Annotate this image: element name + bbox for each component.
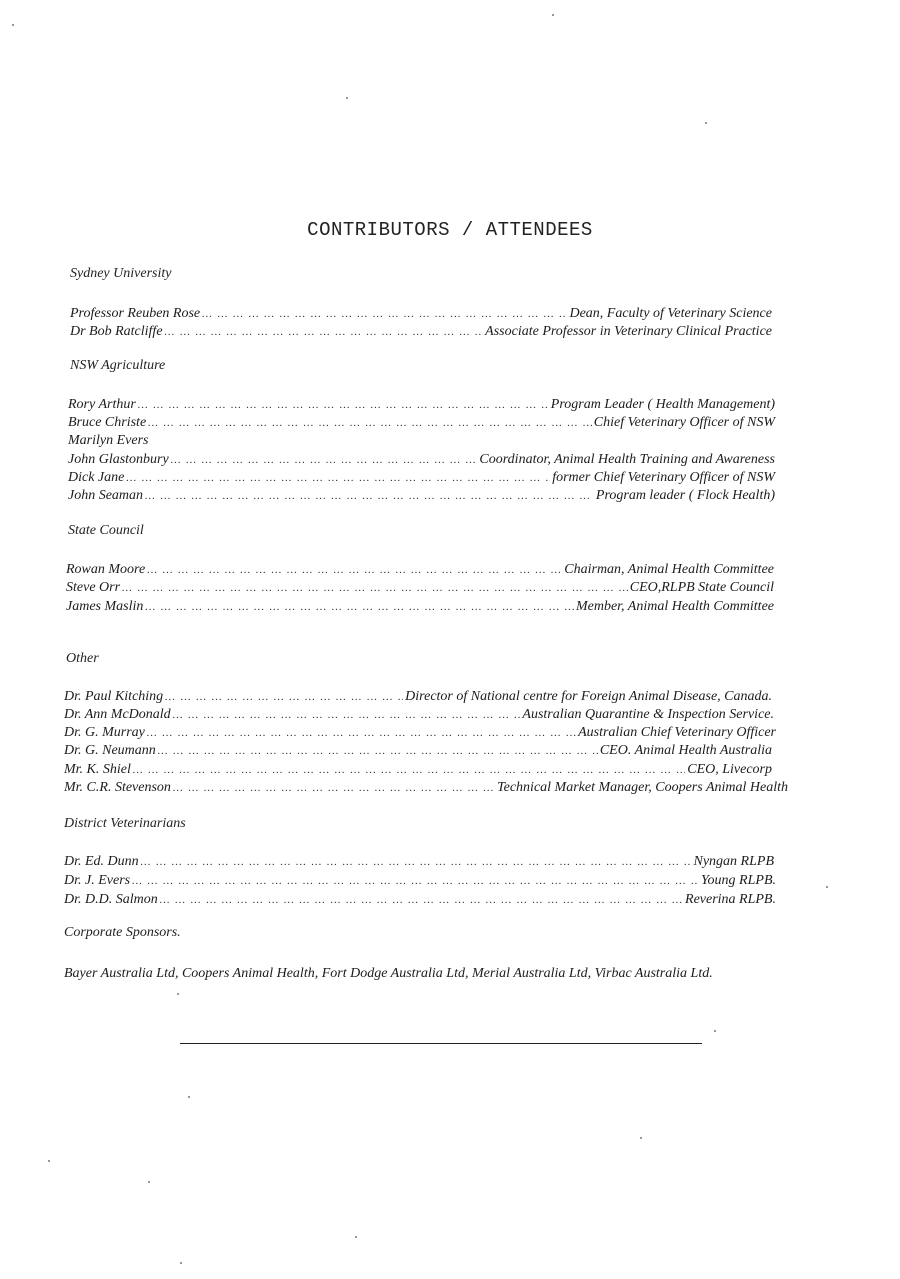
scan-speck: [714, 1030, 716, 1032]
entry-role: Chairman, Animal Health Committee: [564, 562, 774, 577]
scan-speck: [705, 122, 707, 124]
entry-row: [64, 779, 788, 797]
page-title: CONTRIBUTORS / ATTENDEES: [307, 219, 593, 241]
scan-speck: [148, 1181, 150, 1183]
section-heading-corporate-sponsors: Corporate Sponsors.: [64, 925, 181, 940]
dot-leader: [122, 579, 628, 597]
entry-row: [68, 396, 775, 414]
scan-speck: [552, 14, 554, 16]
section-heading-state-council: State Council: [68, 523, 144, 538]
entry-name: Rory Arthur: [68, 397, 136, 412]
dot-leader: [165, 323, 484, 341]
entry-row: [68, 414, 775, 432]
entry-role: Program Leader ( Health Management): [550, 397, 775, 412]
entry-name: Marilyn Evers: [68, 433, 149, 448]
entry-row: [68, 451, 775, 469]
dot-leader: [173, 706, 521, 724]
entry-role: Young RLPB.: [701, 873, 776, 888]
sponsors-list: Bayer Australia Ltd, Coopers Animal Health, Fort Dodge Australia Ltd, Merial Australia Ltd, Virbac Australia Ltd.: [64, 966, 713, 981]
entry-name: Dr. Paul Kitching: [64, 689, 164, 704]
entry-name: John Glastonbury: [68, 452, 169, 467]
entry-name: Dr. G. Murray: [64, 725, 145, 740]
section-heading-sydney-university: Sydney University: [70, 266, 172, 281]
entry-row: [64, 724, 776, 742]
entry-name: Dr. J. Evers: [64, 873, 131, 888]
entry-name: James Maslin: [66, 599, 144, 614]
entry-name: Mr. C.R. Stevenson: [64, 780, 171, 795]
scan-speck: [48, 1160, 50, 1162]
scan-speck: [12, 24, 14, 26]
entry-name: Dr. D.D. Salmon: [64, 892, 158, 907]
entry-row: [68, 469, 775, 487]
entry-name: Dr. Ann McDonald: [64, 707, 171, 722]
dot-leader: [145, 598, 574, 616]
dot-leader: [141, 853, 692, 871]
entry-name: Dr Bob Ratcliffe: [70, 324, 163, 339]
scan-speck: [826, 886, 828, 888]
dot-leader: [202, 305, 567, 323]
dot-leader: [165, 688, 403, 706]
dot-leader: [132, 872, 699, 890]
dot-leader: [145, 487, 594, 505]
dot-leader: [171, 451, 478, 469]
entry-row: [66, 579, 774, 597]
entry-row: [70, 305, 772, 323]
entry-name: Bruce Christe: [68, 415, 147, 430]
dot-leader: [147, 724, 576, 742]
entry-row: [66, 561, 774, 579]
entry-row: [64, 706, 774, 724]
entry-role: CEO, Livecorp: [687, 762, 772, 777]
dot-leader: [147, 561, 562, 579]
entry-role: Program leader ( Flock Health): [595, 488, 775, 503]
entry-role: Technical Market Manager, Coopers Animal Health: [497, 780, 788, 795]
entry-name: Dr. G. Neumann: [64, 743, 156, 758]
section-heading-other: Other: [66, 651, 99, 666]
entry-row: [68, 487, 775, 505]
dot-leader: [148, 414, 592, 432]
scan-speck: [640, 1137, 642, 1139]
dot-leader: [160, 891, 683, 909]
section-heading-district-veterinarians: District Veterinarians: [64, 816, 186, 831]
entry-name: John Seaman: [68, 488, 144, 503]
scan-speck: [188, 1096, 190, 1098]
entry-role: Director of National centre for Foreign Animal Disease, Canada.: [405, 689, 772, 704]
scan-speck: [180, 1262, 182, 1264]
scan-speck: [355, 1236, 357, 1238]
entry-role: Reverina RLPB.: [685, 892, 776, 907]
entry-role: CEO,RLPB State Council: [629, 580, 774, 595]
dot-leader: [133, 761, 685, 779]
entry-row: [68, 432, 148, 450]
entry-row: [64, 872, 776, 890]
scan-speck: [346, 97, 348, 99]
entry-row: [64, 761, 772, 779]
entry-role: Chief Veterinary Officer of NSW: [593, 415, 775, 430]
dot-leader: [138, 396, 549, 414]
entry-role: Dean, Faculty of Veterinary Science: [569, 306, 772, 321]
entry-name: Dick Jane: [68, 470, 125, 485]
dot-leader: [173, 779, 495, 797]
entry-role: Australian Chief Veterinary Officer: [578, 725, 776, 740]
dot-leader: [126, 469, 550, 487]
entry-name: Dr. Ed. Dunn: [64, 854, 139, 869]
section-heading-nsw-agriculture: NSW Agriculture: [70, 358, 166, 373]
entry-row: [64, 742, 772, 760]
entry-row: [66, 598, 774, 616]
horizontal-rule: [180, 1043, 702, 1044]
entry-role: former Chief Veterinary Officer of NSW: [552, 470, 775, 485]
entry-role: Member, Animal Health Committee: [575, 599, 774, 614]
entry-role: Nyngan RLPB: [693, 854, 774, 869]
entry-row: [64, 688, 772, 706]
scan-speck: [177, 993, 179, 995]
entry-role: Coordinator, Animal Health Training and Awareness: [479, 452, 775, 467]
entry-name: Mr. K. Shiel: [64, 762, 131, 777]
entry-name: Professor Reuben Rose: [70, 306, 201, 321]
entry-role: Australian Quarantine & Inspection Service.: [522, 707, 774, 722]
entry-name: Rowan Moore: [66, 562, 146, 577]
dot-leader: [158, 742, 598, 760]
entry-role: Associate Professor in Veterinary Clinical Practice: [485, 324, 772, 339]
entry-row: [70, 323, 772, 341]
entry-row: [64, 853, 774, 871]
entry-name: Steve Orr: [66, 580, 121, 595]
entry-role: CEO. Animal Health Australia: [599, 743, 772, 758]
entry-row: [64, 891, 776, 909]
